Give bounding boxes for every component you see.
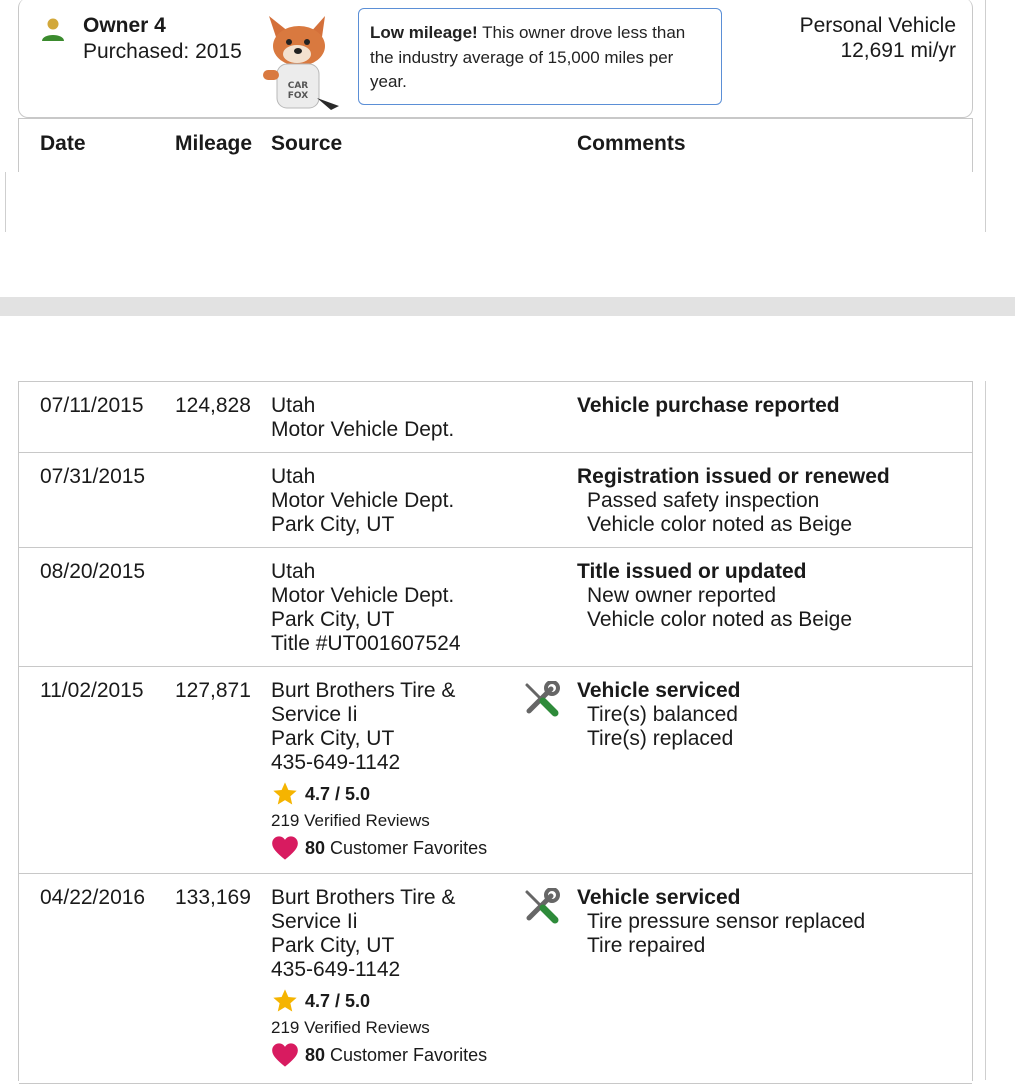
owner-card bbox=[18, 0, 973, 118]
owner-purchased: Purchased: 2015 bbox=[83, 40, 242, 63]
wrench-screwdriver-icon bbox=[523, 888, 561, 926]
source-line: Park City, UT bbox=[271, 727, 395, 750]
source-line: Burt Brothers Tire & bbox=[271, 679, 456, 702]
history-table bbox=[18, 381, 973, 1081]
table-row bbox=[19, 548, 972, 667]
record-source bbox=[271, 679, 487, 863]
customer-favorites bbox=[271, 833, 487, 863]
source-line: Motor Vehicle Dept. bbox=[271, 489, 455, 512]
favorites-label: Customer Favorites bbox=[330, 838, 488, 858]
shop-rating bbox=[271, 779, 487, 809]
comment-detail: Tire(s) replaced bbox=[587, 727, 734, 750]
verified-reviews[interactable]: 219 Verified Reviews bbox=[271, 1018, 430, 1037]
source-line: Title #UT001607524 bbox=[271, 632, 461, 655]
rating-value: 4.7 / 5.0 bbox=[305, 991, 371, 1011]
record-date: 08/20/2015 bbox=[40, 560, 146, 583]
shop-rating bbox=[271, 986, 487, 1016]
comment-detail: Vehicle color noted as Beige bbox=[587, 608, 853, 631]
table-row bbox=[19, 453, 972, 548]
header-comments: Comments bbox=[577, 132, 686, 155]
record-date: 07/11/2015 bbox=[40, 394, 144, 417]
comment-detail: Tire(s) balanced bbox=[587, 703, 738, 726]
vehicle-type: Personal Vehicle bbox=[799, 14, 956, 37]
record-comments bbox=[577, 394, 840, 418]
carfox-mascot-icon bbox=[247, 14, 345, 114]
star-icon bbox=[271, 987, 299, 1015]
comment-detail: New owner reported bbox=[587, 584, 777, 607]
record-comments bbox=[577, 560, 852, 632]
header-mileage: Mileage bbox=[175, 132, 253, 155]
person-icon bbox=[39, 16, 67, 44]
record-source bbox=[271, 465, 454, 537]
source-line: Service Ii bbox=[271, 910, 358, 933]
source-line: Park City, UT bbox=[271, 608, 395, 631]
record-mileage: 133,169 bbox=[175, 886, 251, 909]
low-mileage-callout bbox=[358, 8, 722, 105]
rating-value: 4.7 / 5.0 bbox=[305, 784, 371, 804]
star-icon bbox=[271, 780, 299, 808]
comment-title: Vehicle serviced bbox=[577, 679, 741, 702]
favorites-count: 80 bbox=[305, 1045, 326, 1065]
record-date: 11/02/2015 bbox=[40, 679, 144, 702]
owner-name: Owner 4 bbox=[83, 14, 166, 37]
section-divider bbox=[0, 297, 1015, 316]
heart-icon bbox=[271, 1042, 299, 1068]
page-border bbox=[985, 0, 986, 232]
record-mileage: 127,871 bbox=[175, 679, 251, 702]
source-line: Utah bbox=[271, 465, 316, 488]
table-row bbox=[19, 874, 972, 1084]
source-line: Utah bbox=[271, 560, 316, 583]
record-date: 07/31/2015 bbox=[40, 465, 146, 488]
source-line: 435-649-1142 bbox=[271, 958, 401, 981]
comment-title: Title issued or updated bbox=[577, 560, 807, 583]
wrench-screwdriver-icon bbox=[523, 681, 561, 719]
svg-text:CAR: CAR bbox=[287, 81, 309, 91]
header-source: Source bbox=[271, 132, 343, 155]
source-line: 435-649-1142 bbox=[271, 751, 401, 774]
callout-title: Low mileage! bbox=[370, 23, 478, 42]
record-mileage: 124,828 bbox=[175, 394, 251, 417]
record-comments bbox=[577, 679, 740, 751]
source-line: Service Ii bbox=[271, 703, 358, 726]
comment-detail: Tire repaired bbox=[587, 934, 706, 957]
callout-text: This owner drove less than the industry average of 15,000 miles per year. bbox=[370, 23, 686, 91]
page-border bbox=[985, 381, 986, 1080]
table-row bbox=[19, 382, 972, 453]
record-date: 04/22/2016 bbox=[40, 886, 146, 909]
record-source bbox=[271, 886, 487, 1070]
record-source bbox=[271, 560, 461, 656]
comment-title: Vehicle serviced bbox=[577, 886, 741, 909]
customer-favorites bbox=[271, 1040, 487, 1070]
favorites-count: 80 bbox=[305, 838, 326, 858]
page-border bbox=[5, 172, 6, 232]
heart-icon bbox=[271, 835, 299, 861]
table-header bbox=[18, 118, 973, 172]
header-date: Date bbox=[40, 132, 86, 155]
svg-text:FOX: FOX bbox=[287, 91, 309, 101]
source-line: Utah bbox=[271, 394, 316, 417]
annual-mileage: 12,691 mi/yr bbox=[840, 39, 956, 62]
comment-title: Registration issued or renewed bbox=[577, 465, 890, 488]
comment-title: Vehicle purchase reported bbox=[577, 394, 840, 417]
comment-detail: Vehicle color noted as Beige bbox=[587, 513, 853, 536]
table-row bbox=[19, 667, 972, 874]
source-line: Motor Vehicle Dept. bbox=[271, 584, 455, 607]
source-line: Park City, UT bbox=[271, 934, 395, 957]
source-line: Burt Brothers Tire & bbox=[271, 886, 456, 909]
comment-detail: Tire pressure sensor replaced bbox=[587, 910, 866, 933]
verified-reviews[interactable]: 219 Verified Reviews bbox=[271, 811, 430, 830]
source-line: Park City, UT bbox=[271, 513, 395, 536]
record-comments bbox=[577, 465, 890, 537]
comment-detail: Passed safety inspection bbox=[587, 489, 820, 512]
favorites-label: Customer Favorites bbox=[330, 1045, 488, 1065]
record-source bbox=[271, 394, 454, 442]
source-line: Motor Vehicle Dept. bbox=[271, 418, 455, 441]
record-comments bbox=[577, 886, 865, 958]
